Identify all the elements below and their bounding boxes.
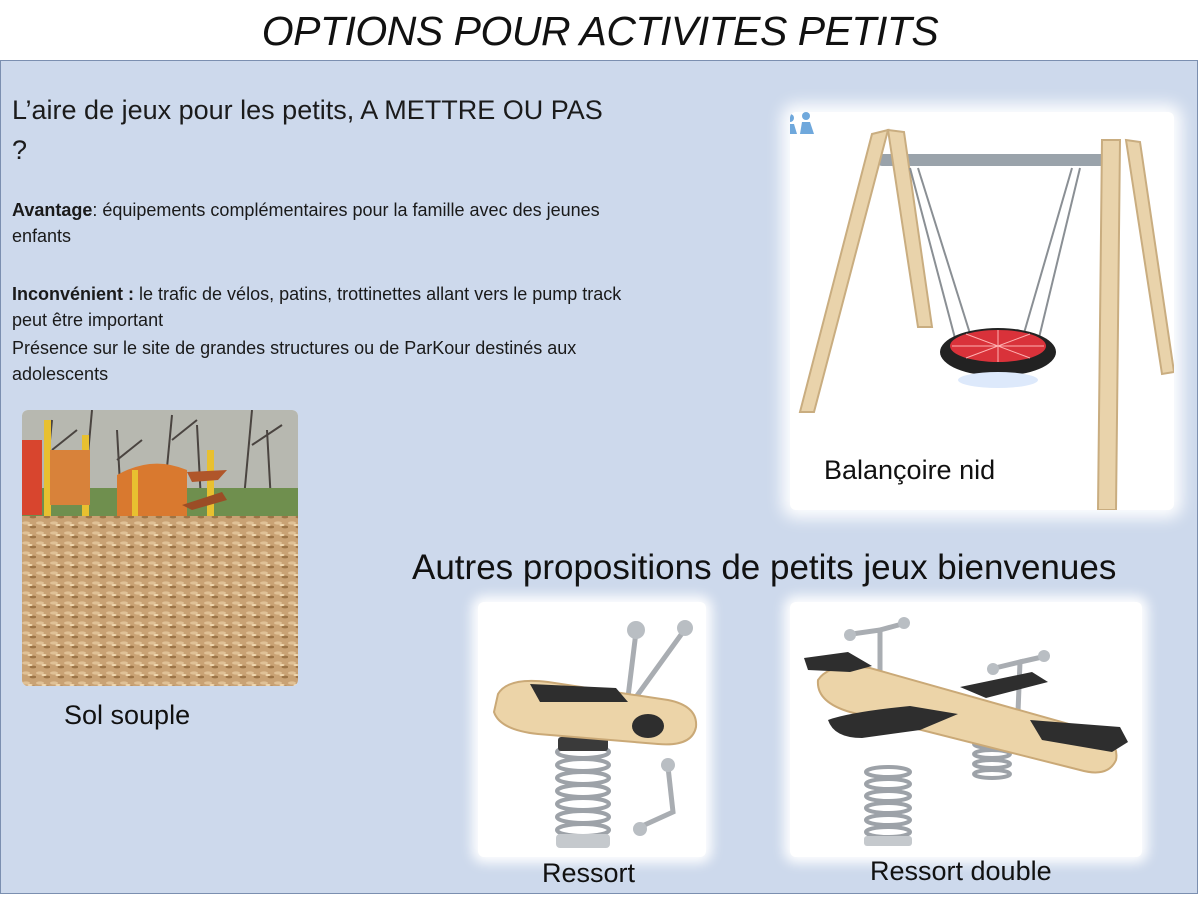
soil-caption: Sol souple — [64, 700, 191, 730]
spring-rider-illustration — [478, 602, 706, 857]
spring-double-photo — [790, 602, 1142, 857]
proposals-headline: Autres propositions de petits jeux bienvenues — [412, 548, 1117, 587]
spring-caption: Ressort — [542, 858, 636, 888]
presence-paragraph: Présence sur le site de grandes structures ou de ParKour destinés aux adolescents — [12, 338, 577, 384]
soil-illustration — [22, 410, 298, 686]
inconvenient-label: Inconvénient : — [12, 284, 135, 304]
section-subtitle: L’aire de jeux pour les petits, A METTRE OU PAS ? — [12, 95, 603, 165]
swing-caption: Balançoire nid — [824, 455, 996, 485]
swing-illustration — [790, 112, 1174, 510]
spring-double-illustration — [790, 602, 1142, 857]
page-title: OPTIONS POUR ACTIVITES PETITS — [261, 8, 939, 54]
soil-photo — [22, 410, 298, 686]
inconvenient-text: le trafic de vélos, patins, trottinettes allant vers le pump track peut être important — [12, 284, 622, 330]
inconvenient-paragraph — [12, 281, 652, 333]
avantage-text: : équipements complémentaires pour la famille avec des jeunes enfants — [12, 200, 600, 246]
swing-photo — [790, 112, 1174, 510]
avantage-paragraph — [12, 197, 652, 249]
spring-rider-photo — [478, 602, 706, 857]
kids-logo-icon — [790, 112, 814, 134]
spring-double-caption: Ressort double — [870, 856, 1052, 886]
avantage-label: Avantage — [12, 200, 93, 220]
